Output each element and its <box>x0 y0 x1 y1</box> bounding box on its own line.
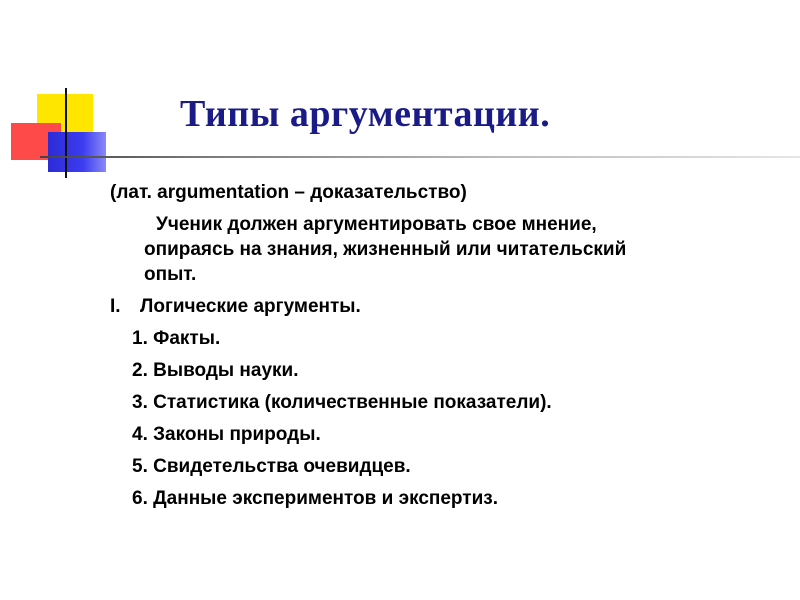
list-item: 2. Выводы науки. <box>132 360 299 381</box>
horizontal-divider-line <box>40 156 800 158</box>
list-item: 3. Статистика (количественные показатели). <box>132 392 552 413</box>
list-item: 5. Свидетельства очевидцев. <box>132 456 411 477</box>
section-heading <box>110 294 780 319</box>
list-item: 6. Данные экспериментов и экспертиз. <box>132 488 499 509</box>
subtitle-definition: (лат. argumentation – доказательство) <box>110 182 467 203</box>
blue-square-decoration <box>48 132 106 172</box>
intro-paragraph <box>110 212 780 287</box>
list-item: 4. Законы природы. <box>132 424 321 445</box>
slide-body <box>110 180 780 511</box>
paragraph-line: Ученик должен аргументировать свое мнение, <box>156 214 597 235</box>
paragraph-line: опыт. <box>144 264 197 285</box>
slide-title: Типы аргументации. <box>180 93 551 135</box>
list-item: 1. Факты. <box>132 328 221 349</box>
paragraph-line: опираясь на знания, жизненный или читательский <box>144 239 627 260</box>
vertical-divider-line <box>65 88 67 178</box>
section-number: I. <box>110 296 121 317</box>
section-label: Логические аргументы. <box>140 296 361 317</box>
